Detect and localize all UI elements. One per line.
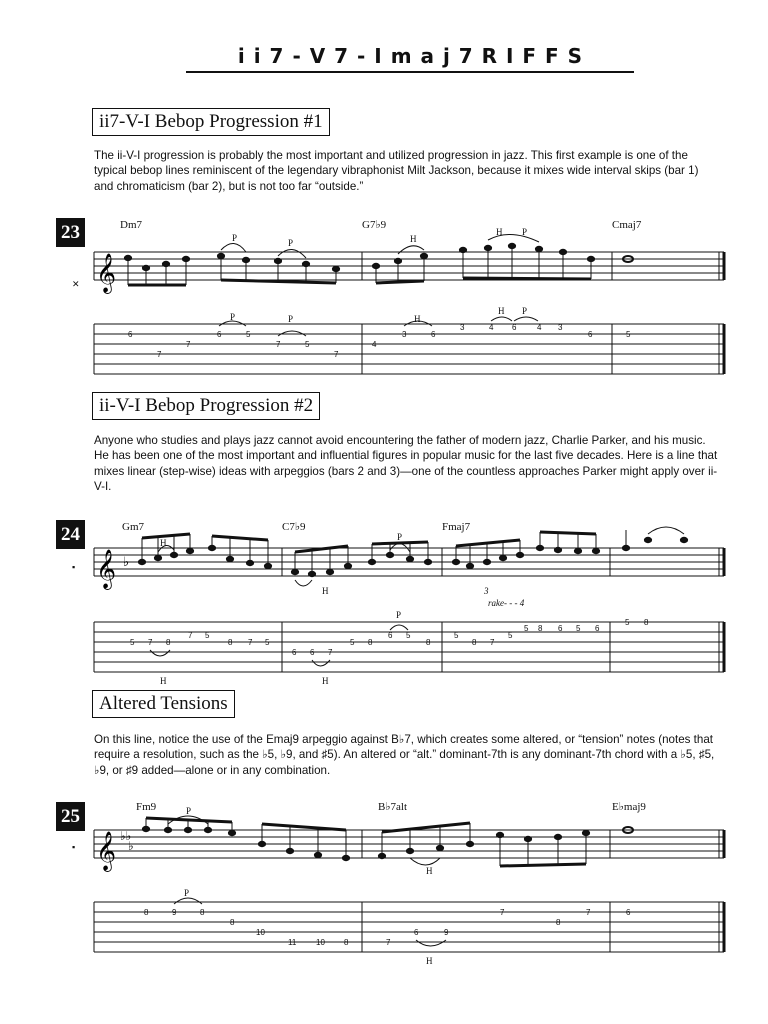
tab-number: 7: [186, 340, 191, 349]
staff-marker: ▪: [72, 842, 76, 852]
section-heading-2: ii-V-I Bebop Progression #2: [92, 392, 320, 420]
slurs: [158, 527, 684, 586]
tab-number: 8: [644, 618, 649, 627]
tab-number: 8: [472, 638, 477, 647]
tab-number: 9: [172, 908, 177, 917]
tab-fret-numbers: [144, 908, 631, 947]
tab-number: 8: [200, 908, 205, 917]
tab-number: 6: [292, 648, 297, 657]
technique-label: P: [230, 312, 236, 322]
treble-clef-icon: 𝄞: [96, 549, 117, 589]
page-title: i i 7 - V 7 - I m a j 7 R I F F S: [237, 44, 584, 68]
tab-number: 6: [512, 323, 517, 332]
tab-number: 5: [626, 330, 631, 339]
tab-number: 8: [230, 918, 235, 927]
tab-number: 6: [414, 928, 419, 937]
section-body-3: On this line, notice the use of the Emaj9 arpeggio against B♭7, which creates some altered, or “tension” notes (notes that require a resolution, such as the ♭5, ♭9, and ♯5). An altered or “alt.” dominant-7th is any dominant-7th chord with a ♭5, ♯5, ♭9, or ♯9 added—alone or in any combination.: [94, 733, 715, 777]
example-24-notation: [94, 521, 724, 686]
chord-symbol: E♭maj9: [612, 801, 646, 813]
example-number-24: 24: [56, 520, 85, 549]
tab-number: 3: [558, 323, 563, 332]
section-body-1: The ii-V-I progression is probably the most important and utilized progression in jazz. This first example is one of the typical bebop lines reminiscent of the legendary vibraphonist Milt Jackson, because it mixes wide interval skips (bar 1) and chromaticism (bar 2), but is not too far “outside.”: [94, 149, 699, 193]
tab-number: 8: [368, 638, 373, 647]
tab-number: 5: [524, 624, 529, 633]
tab-number: 6: [310, 648, 315, 657]
flat-key-signature-icon: ♭: [128, 839, 134, 853]
technique-label: H: [426, 956, 433, 966]
example-number-23: 23: [56, 218, 85, 247]
beams: [128, 278, 591, 285]
technique-label: P: [522, 306, 528, 316]
tab-number: 4: [537, 323, 542, 332]
tab-number: 5: [454, 631, 459, 640]
tab-number: 7: [276, 340, 281, 349]
tab-number: 6: [388, 631, 393, 640]
tab-number: 8: [426, 638, 431, 647]
tab-number: 3: [402, 330, 407, 339]
tab-number: 5: [246, 330, 251, 339]
tab-number: 5: [406, 631, 411, 640]
tab-number: 7: [386, 938, 391, 947]
technique-label: H: [160, 676, 167, 686]
flat-key-signature-icon: ♭♭: [120, 829, 132, 843]
chord-symbol: C7♭9: [282, 521, 306, 533]
technique-label: P: [288, 238, 294, 248]
tab-number: 8: [556, 918, 561, 927]
rake-annotation: rake- - - 4: [488, 598, 525, 608]
tab-number: 6: [595, 624, 600, 633]
tab-staff: [94, 622, 724, 672]
technique-label: H: [410, 234, 417, 244]
technique-label: H: [426, 866, 433, 876]
treble-clef-icon: 𝄞: [96, 831, 117, 871]
chord-symbol: Fmaj7: [442, 521, 471, 533]
tab-fret-numbers: [130, 618, 649, 657]
tab-number: 7: [328, 648, 333, 657]
chord-symbol: Gm7: [122, 521, 144, 533]
technique-label: H: [414, 314, 421, 324]
example-23-notation: [94, 219, 724, 374]
stems: [146, 818, 586, 866]
tab-number: 10: [256, 928, 265, 937]
technique-label: H: [496, 227, 503, 237]
technique-label: P: [397, 532, 403, 542]
example-number-25: 25: [56, 802, 85, 831]
tab-number: 5: [508, 631, 513, 640]
tab-number: 5: [205, 631, 210, 640]
tab-number: 5: [265, 638, 270, 647]
tab-number: 5: [305, 340, 310, 349]
tab-number: 8: [166, 638, 171, 647]
technique-label: P: [288, 314, 294, 324]
tab-number: 9: [444, 928, 449, 937]
example-25-notation: [94, 801, 724, 966]
tab-number: 3: [460, 323, 465, 332]
chord-symbol: B♭7alt: [378, 801, 408, 813]
tab-number: 4: [372, 340, 377, 349]
staff-marker: ✕: [72, 279, 80, 289]
tab-number: 5: [130, 638, 135, 647]
treble-clef-icon: 𝄞: [96, 253, 117, 293]
tab-number: 4: [489, 323, 494, 332]
chord-symbol: Cmaj7: [612, 219, 642, 231]
technique-label: H: [498, 306, 505, 316]
tab-number: 11: [288, 938, 297, 947]
tab-number: 5: [576, 624, 581, 633]
beams: [146, 818, 586, 866]
tab-number: 8: [144, 908, 149, 917]
technique-label: H: [322, 676, 329, 686]
tab-number: 5: [350, 638, 355, 647]
tab-number: 10: [316, 938, 325, 947]
technique-label: P: [184, 888, 190, 898]
tab-number: 8: [228, 638, 233, 647]
triplet-label: 3: [484, 586, 489, 596]
tab-number: 6: [626, 908, 631, 917]
tab-number: 6: [128, 330, 133, 339]
section-body-2: Anyone who studies and plays jazz cannot avoid encountering the father of modern jazz, Charlie Parker, and his music. He has been one of the most important and influential figures in popular music for the last five decades. Here is a line that mixes linear (step-wise) ideas with arpeggios (bars 2 and 3)—one of the countless approaches Parker might apply over ii-V-I.: [94, 434, 718, 494]
technique-label: P: [186, 806, 192, 816]
technique-label: H: [322, 586, 329, 596]
tab-number: 7: [148, 638, 153, 647]
staff-marker: ▪: [72, 562, 76, 572]
chord-symbol: Dm7: [120, 219, 142, 231]
tab-number: 7: [157, 350, 162, 359]
technique-label: H: [160, 538, 167, 548]
chord-symbol: Fm9: [136, 801, 157, 813]
tab-number: 7: [490, 638, 495, 647]
tab-number: 6: [558, 624, 563, 633]
tab-number: 8: [538, 624, 543, 633]
tab-number: 6: [431, 330, 436, 339]
technique-label: P: [522, 227, 528, 237]
tab-number: 8: [344, 938, 349, 947]
tab-number: 7: [188, 631, 193, 640]
technique-label: P: [232, 233, 238, 243]
tab-number: 6: [588, 330, 593, 339]
tab-number: 7: [586, 908, 591, 917]
tab-number: 7: [248, 638, 253, 647]
tab-number: 5: [625, 618, 630, 627]
tab-number: 7: [500, 908, 505, 917]
notes: [124, 243, 633, 271]
tab-number: 7: [334, 350, 339, 359]
chord-symbol: G7♭9: [362, 219, 387, 231]
tab-number: 6: [217, 330, 222, 339]
flat-key-signature-icon: ♭: [123, 555, 130, 570]
section-heading-3: Altered Tensions: [92, 690, 235, 718]
section-heading-1: ii7-V-I Bebop Progression #1: [92, 108, 330, 136]
technique-label: P: [396, 610, 402, 620]
